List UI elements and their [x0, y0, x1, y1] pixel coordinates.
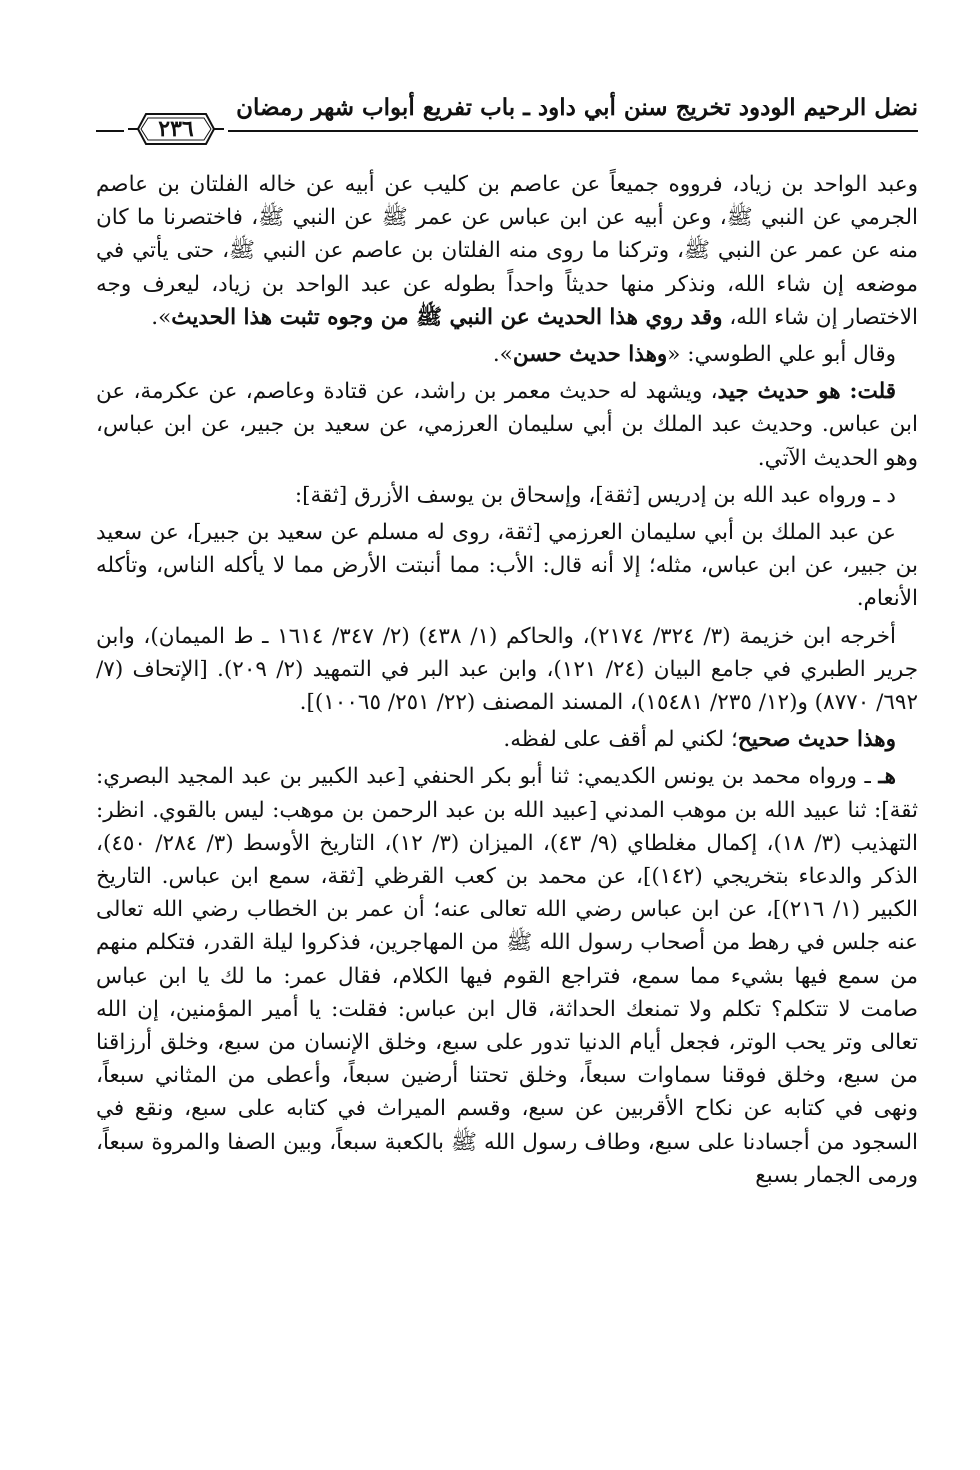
paragraph-p1	[96, 168, 918, 334]
text-segment: وعبد الواحد بن زياد، فرووه جميعاً عن عاصم بن كليب عن أبيه عن خاله الفلتان بن عاصم الجرمي عن النبي ﷺ، وعن أبيه عن ابن عباس عن عمر ﷺ عن النبي ﷺ، فاختصرنا ما كان منه عن عمر عن النبي ﷺ، وتركنا ما روى منه الفلتان بن عاصم عن النبي ﷺ، حتى يأتي في موضعه إن شاء الله، ونذكر منها حديثاً واحداً بطوله عن عبد الواحد بن زياد، ليعرف وجه الاختصار إن شاء الله،	[96, 172, 918, 330]
text-segment: عن عبد الملك بن أبي سليمان العرزمي [ثقة، روى له مسلم عن سعيد بن جبير]، عن سعيد بن جبير، عن ابن عباس، مثله؛ إلا أنه قال: الأب: مما أنبتت الأرض مما لا يأكله الناس، وتأكله الأنعام.	[96, 520, 918, 612]
text-segment: ».	[151, 304, 172, 330]
paragraph-p8	[96, 760, 918, 1192]
paragraph-p2	[96, 338, 918, 371]
page-number-badge	[124, 110, 228, 148]
bold-text: وهذا حديث صحيح	[737, 727, 896, 753]
body-text	[96, 168, 918, 1196]
bold-text: قلت: هو حديث جيد	[717, 379, 896, 405]
paragraph-p6	[96, 620, 918, 720]
bold-text: هـ	[878, 764, 896, 790]
bold-text: وهذا حديث حسن	[512, 342, 668, 368]
bold-text: وقد روي هذا الحديث عن النبي ﷺ من وجوه تثبت هذا الحديث	[171, 304, 723, 330]
page-number: ٢٣٦	[158, 116, 194, 142]
paragraph-p3	[96, 375, 918, 475]
text-segment: ».	[492, 342, 513, 368]
text-segment: ؛ لكني لم أقف على لفظه.	[503, 727, 738, 753]
text-segment: د ـ ورواه عبد الله بن إدريس [ثقة]، وإسحاق بن يوسف الأزرق [ثقة]:	[294, 482, 896, 508]
paragraph-p4	[96, 479, 918, 512]
page-header	[96, 88, 918, 144]
paragraph-p5	[96, 516, 918, 616]
text-segment: ـ ورواه محمد بن يونس الكديمي: ثنا أبو بكر الحنفي [عبد الكبير بن عبد المجيد البصري: ثقة]: ثنا عبيد الله بن موهب المدني [عبيد الله بن عبد الرحمن بن موهب: ليس بالقوي. انظر: التهذيب (٣/ ١٨)، إكمال مغلطاي (٩/ ٤٣)، الميزان (٣/ ١٢)، التاريخ الأوسط (٣/ ٢٨٤/ ٤٥٠)، الذكر والدعاء بتخريجي (١٤٢)]، عن محمد بن كعب القرظي [ثقة، سمع ابن عباس. التاريخ الكبير (١/ ٢١٦)]، عن ابن عباس رضي الله تعالى عنه؛ أن عمر بن الخطاب رضي الله تعالى عنه جلس في رهط من أصحاب رسول الله ﷺ من المهاجرين، فذكروا ليلة القدر، فتكلم منهم من سمع فيها بشيء مما سمع، فتراجع القوم فيها الكلام، فقال عمر: ما لك يا ابن عباس صامت لا تتكلم؟ تكلم ولا تمنعك الحداثة، قال ابن عباس: فقلت: يا أمير المؤمنين، إن الله تعالى وتر يحب الوتر، فجعل أيام الدنيا تدور على سبع، وخلق الإنسان من سبع، وخلق أرزاقنا من سبع، وخلق فوقنا سماوات سبعاً، وخلق تحتنا أرضين سبعاً، وأعطى من المثاني سبعاً، ونهى في كتابه عن نكاح الأقربين عن سبع، وقسم الميراث في كتابه على سبع، ونقع في السجود من أجسادنا على سبع، وطاف رسول الله ﷺ بالكعبة سبعاً، وبين الصفا والمروة سبعاً، ورمى الجمار بسبع	[96, 764, 919, 1188]
text-segment: أخرجه ابن خزيمة (٣/ ٣٢٤/ ٢١٧٤)، والحاكم (١/ ٤٣٨) (٢/ ٣٤٧/ ١٦١٤ ـ ط الميمان)، وابن جرير الطبري في جامع البيان (٢٤/ ١٢١)، وابن عبد البر في التمهيد (٢/ ٢٠٩). [الإتحاف (٧/ ٦٩٢/ ٨٧٧٠) و(١٢/ ٢٣٥/ ١٥٤٨١)، المسند المصنف (٢٢/ ٢٥١/ ١٠٠٦٥)].	[96, 623, 918, 716]
text-segment: وقال أبو علي الطوسي: «	[667, 342, 896, 368]
running-title: نضل الرحيم الودود تخريج سنن أبي داود ـ باب تفريع أبواب شهر رمضان	[236, 94, 918, 121]
paragraph-p7	[96, 723, 918, 756]
text-segment: ، ويشهد له حديث معمر بن راشد، عن قتادة وعاصم، عن عكرمة، عن ابن عباس. وحديث عبد الملك بن أبي سليمان العرزمي، عن سعيد بن جبير، عن ابن عباس، وهو الحديث الآتي.	[96, 379, 918, 471]
